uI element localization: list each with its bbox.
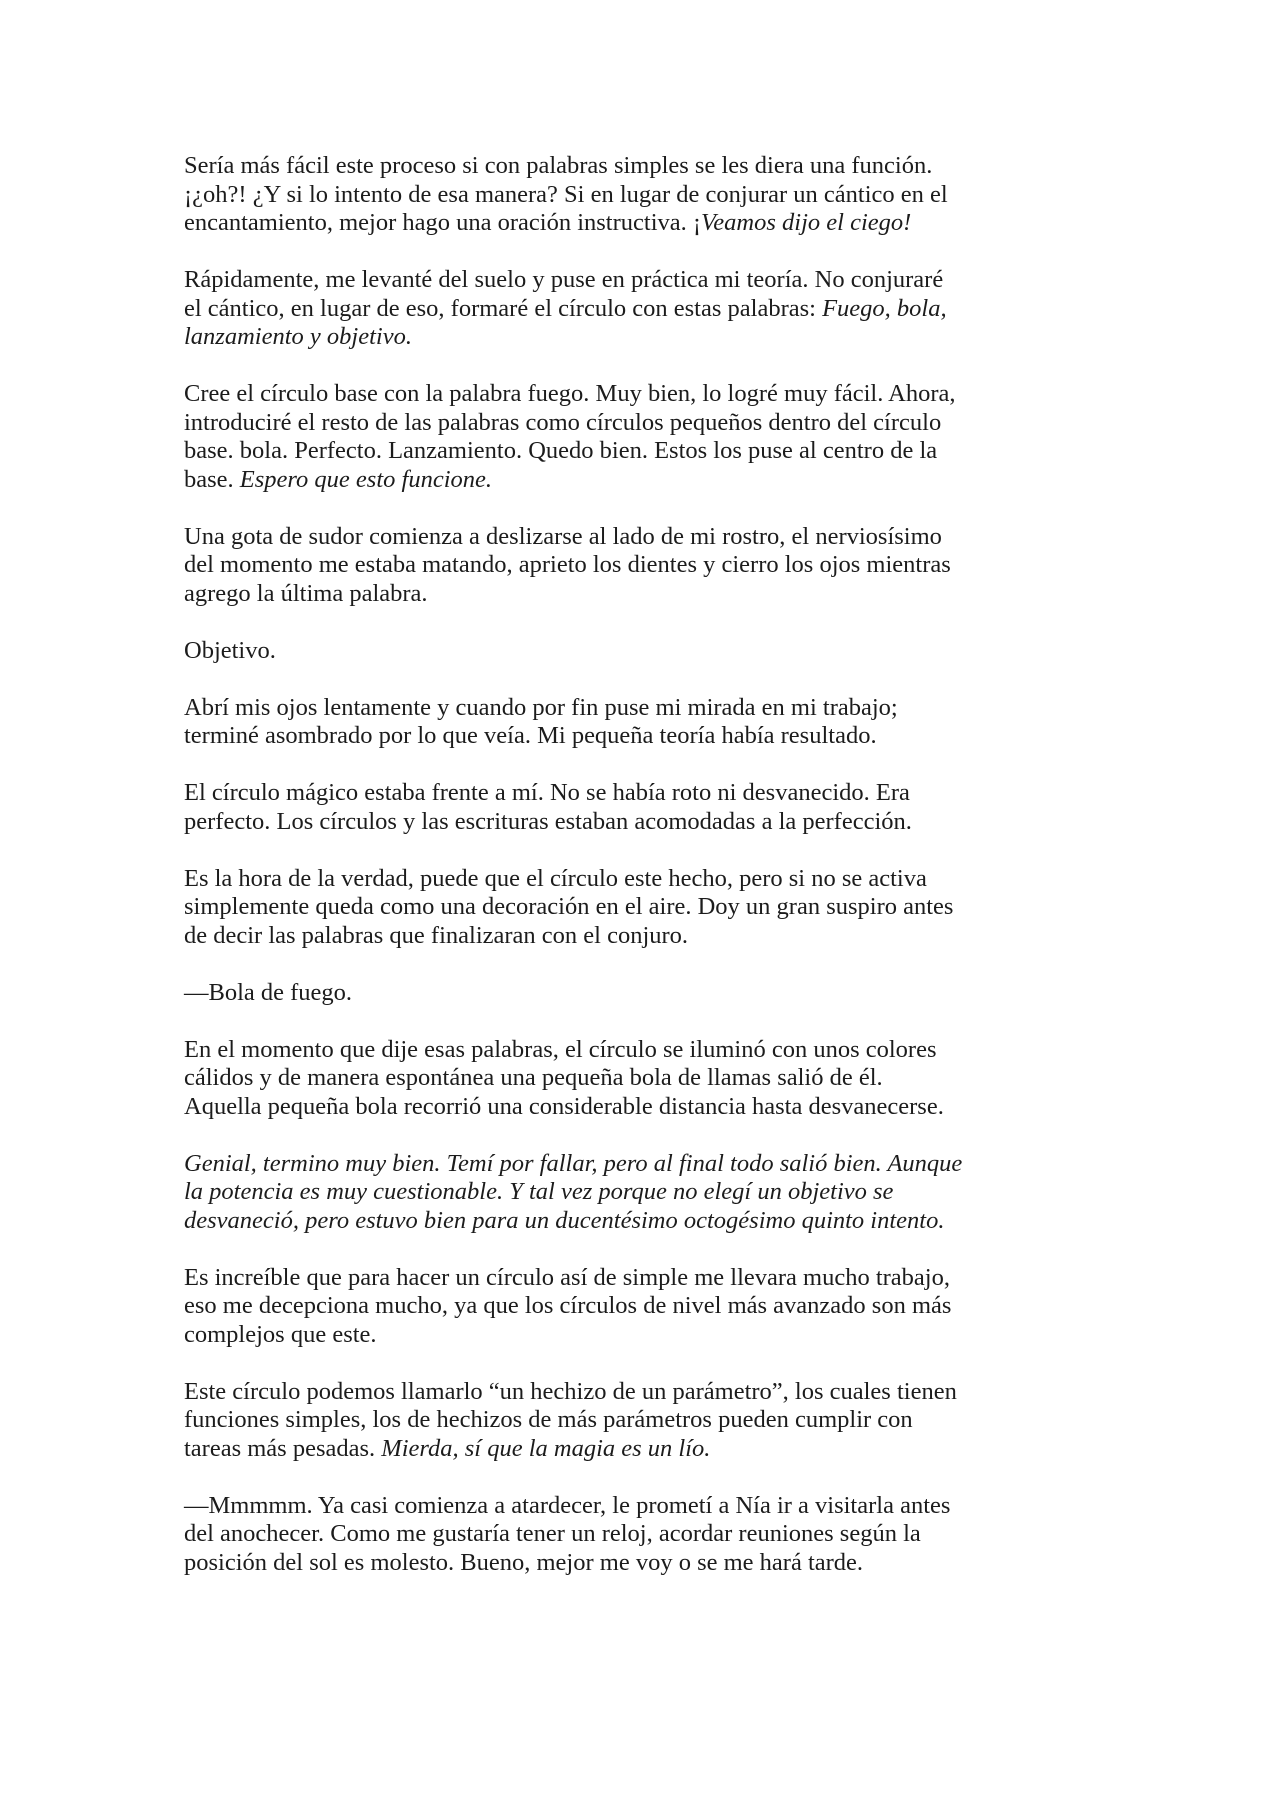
body-text: Es la hora de la verdad, puede que el círculo este hecho, pero si no se activa simplemente queda como una decoración en el aire. Doy un gran suspiro antes de decir las palabras que finalizaran con el conjuro.: [184, 864, 954, 949]
paragraph: [184, 1264, 1104, 1350]
italic-text: Genial, termino muy bien. Temí por fallar, pero al final todo salió bien. Aunque la potencia es muy cuestionable. Y tal vez porque no elegí un objetivo se desvaneció, pero estuvo bien para un ducentésimo octogésimo quinto intento.: [184, 1149, 963, 1234]
body-text: —Bola de fuego.: [184, 978, 353, 1006]
paragraph: [184, 266, 1104, 352]
paragraph: [184, 152, 1104, 238]
body-text: En el momento que dije esas palabras, el círculo se iluminó con unos colores cálidos y de manera espontánea una pequeña bola de llamas salió de él. Aquella pequeña bola recorrió una considerable distancia hasta desvanecerse.: [184, 1035, 944, 1120]
body-text: Este círculo podemos llamarlo “un hechizo de un parámetro”, los cuales tienen funciones simples, los de hechizos de más parámetros pueden cumplir con tareas más pesadas.: [184, 1377, 957, 1462]
italic-text: Fuego, bola, lanzamiento y objetivo.: [184, 294, 947, 350]
paragraph: [184, 779, 1104, 836]
paragraph: [184, 1036, 1104, 1122]
italic-text: Veamos dijo el ciego!: [701, 209, 912, 236]
italic-text: Espero que esto funcione.: [239, 465, 492, 493]
paragraph: [184, 1492, 1104, 1578]
paragraph: [184, 694, 1104, 751]
body-text: Es increíble que para hacer un círculo así de simple me llevara mucho trabajo, eso me decepciona mucho, ya que los círculos de nivel más avanzado son más complejos que este.: [184, 1263, 952, 1348]
paragraph: [184, 637, 1104, 666]
paragraph: [184, 979, 1104, 1008]
body-text: Rápidamente, me levanté del suelo y puse en práctica mi teoría. No conjuraré el cántico, en lugar de eso, formaré el círculo con estas palabras:: [184, 266, 944, 322]
paragraph: [184, 865, 1104, 951]
body-text: Objetivo.: [184, 636, 276, 664]
body-text: El círculo mágico estaba frente a mí. No se había roto ni desvanecido. Era perfecto. Los círculos y las escrituras estaban acomodadas a la perfección.: [184, 779, 912, 835]
body-text: Abrí mis ojos lentamente y cuando por fin puse mi mirada en mi trabajo; terminé asombrado por lo que veía. Mi pequeña teoría había resultado.: [184, 693, 898, 749]
paragraph: [184, 380, 1104, 494]
body-text: Una gota de sudor comienza a deslizarse al lado de mi rostro, el nerviosísimo del momento me estaba matando, aprieto los dientes y cierro los ojos mientras agrego la última palabra.: [184, 522, 951, 607]
paragraph: [184, 1378, 1104, 1464]
document-page: [184, 152, 1104, 1606]
body-text: Cree el círculo base con la palabra fuego. Muy bien, lo logré muy fácil. Ahora, introduciré el resto de las palabras como círculos pequeños dentro del círculo base. bola. Perfecto. Lanzamiento. Quedo bien. Estos los puse al centro de la base.: [184, 380, 956, 493]
body-text: —Mmmmm. Ya casi comienza a atardecer, le prometí a Nía ir a visitarla antes del anochecer. Como me gustaría tener un reloj, acordar reuniones según la posición del sol es molesto. Bueno, mejor me voy o se me hará tarde.: [184, 1491, 951, 1576]
paragraph: [184, 1150, 1104, 1236]
body-text: Sería más fácil este proceso si con palabras simples se les diera una función. ¡¿oh?! ¿Y si lo intento de esa manera? Si en lugar de conjurar un cántico en el encantamiento, mejor hago una oración instructiva. ¡: [184, 152, 948, 236]
italic-text: Mierda, sí que la magia es un lío.: [381, 1434, 711, 1462]
paragraph: [184, 523, 1104, 609]
